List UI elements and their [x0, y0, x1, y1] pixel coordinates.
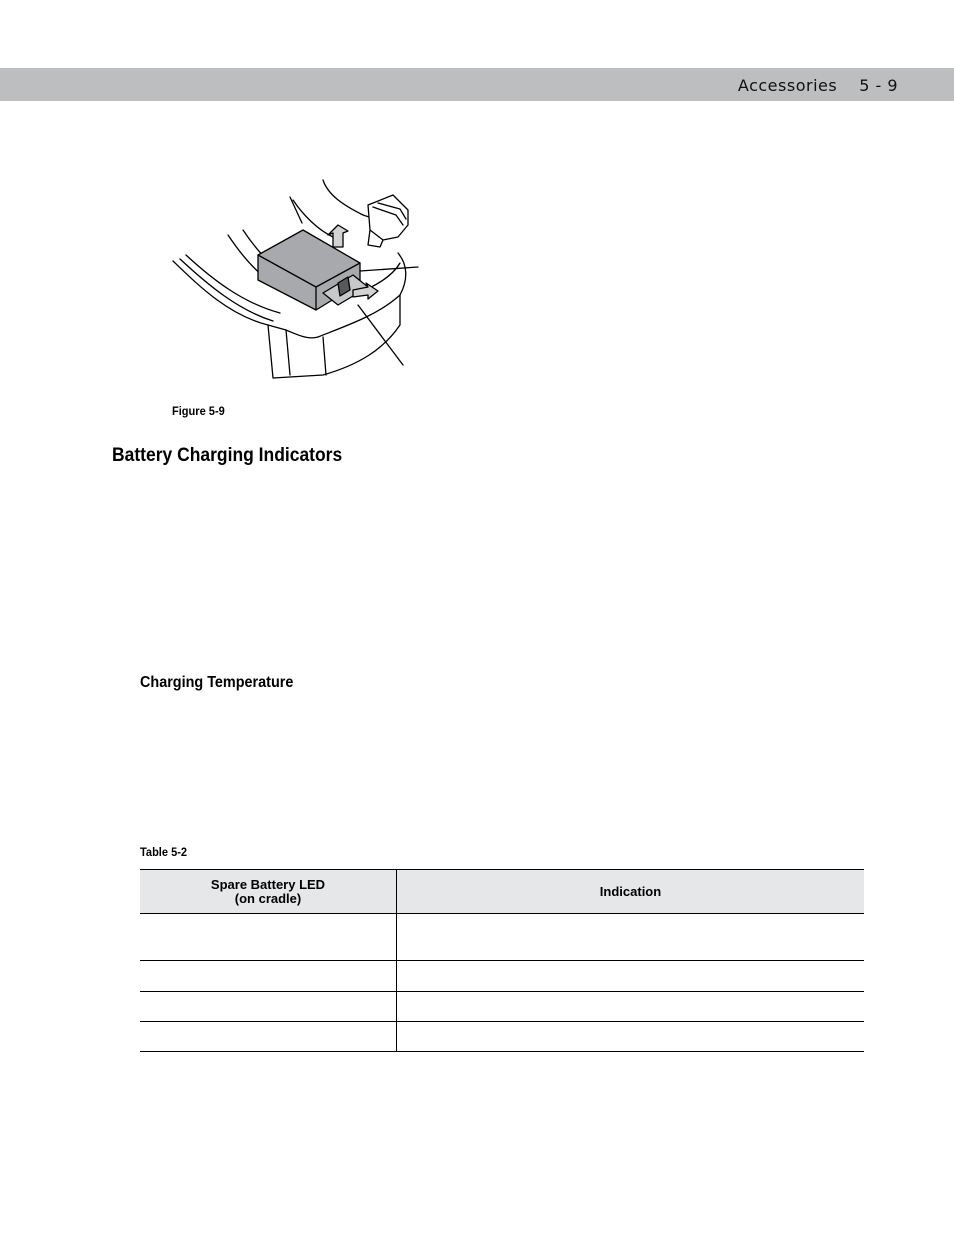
table-cell-led [140, 961, 397, 992]
column-header-led [140, 870, 397, 914]
section-title: Accessories [737, 76, 838, 95]
table-row [140, 992, 864, 1022]
column-header-led-line2: (on cradle) [234, 890, 302, 906]
page-number: 5 - 9 [859, 76, 898, 95]
subsection-heading: Charging Temperature [140, 674, 294, 691]
led-indication-table [140, 869, 864, 1052]
table-cell-indication [397, 992, 865, 1022]
table-row [140, 914, 864, 961]
table-cell-led [140, 992, 397, 1022]
column-header-led-line1: Spare Battery LED [210, 876, 326, 892]
table-row [140, 961, 864, 992]
table-header-row [140, 870, 864, 914]
table-cell-indication [397, 961, 865, 992]
figure-caption: Figure 5-9 [172, 404, 225, 418]
table-cell-led [140, 914, 397, 961]
column-header-indication: Indication [397, 870, 865, 914]
running-header [738, 76, 898, 95]
table-cell-indication [397, 1022, 865, 1052]
table-cell-led [140, 1022, 397, 1052]
battery-removal-illustration [168, 175, 420, 385]
table-row [140, 1022, 864, 1052]
table-cell-indication [397, 914, 865, 961]
section-heading: Battery Charging Indicators [112, 445, 343, 466]
table-caption: Table 5-2 [140, 845, 188, 859]
